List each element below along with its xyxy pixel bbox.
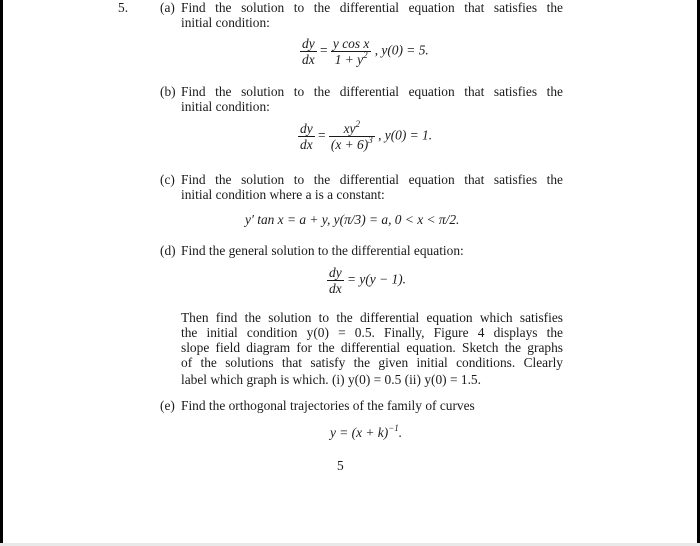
left-edge (0, 0, 3, 546)
part-b-equation: $\frac{dy}{dx}$ = $\frac{xy^2}{(x + 6)^3}$ , y(0) = 1. (300, 119, 433, 152)
dy-dx-fraction: $\frac{dy}{dx}$ (300, 121, 313, 152)
part-d-followup-line-2: the initial condition y(0) = 0.5. Finally, Figure 4 displays the (181, 325, 563, 340)
part-d-label: (d) (160, 243, 176, 258)
part-b-label: (b) (160, 84, 176, 99)
part-c-equation: y′ tan x = a + y, y(π/3) = a, 0 < x < π/2. (245, 212, 460, 227)
part-d-equation (327, 265, 406, 296)
initial-condition: y(0) = 5. (381, 42, 429, 58)
page-number: 5 (337, 458, 344, 473)
dy-dx-fraction: $\frac{dy}{dx}$ (302, 36, 315, 67)
rhs-fraction: $\frac{xy^2}{(x + 6)^3}$ (330, 119, 373, 152)
part-e-equation: $y = (x + k)^{-1}$. (330, 423, 403, 440)
rhs-fraction: $\frac{\text{y cos x}}{1 + y^2}$ (332, 36, 370, 67)
part-a-label: (a) (160, 0, 175, 15)
part-d-followup-line-4: of the solutions that satisfy the given initial conditions. Clearly (181, 355, 563, 370)
part-d-followup-line-1: Then find the solution to the differential equation which satisfies (181, 310, 563, 325)
part-d-followup-line-3: slope field diagram for the differential equation. Sketch the graphs (181, 340, 563, 355)
part-c-text-line-2: initial condition where a is a constant: (181, 187, 385, 202)
dy-dx-fraction: $\frac{dy}{dx}$ (329, 265, 342, 296)
part-a-text-line-2: initial condition: (181, 15, 270, 30)
part-e-text-line-1: Find the orthogonal trajectories of the family of curves (181, 398, 475, 413)
part-b-text-line-2: initial condition: (181, 99, 270, 114)
rhs: = y(y − 1). (347, 271, 406, 287)
problem-number: 5. (118, 0, 129, 15)
part-a-equation: $\frac{dy}{dx}$ = $\frac{\text{y cos x}}{1 + y^2}$ , y(0) = 5. (302, 36, 429, 67)
part-b-text-line-1: Find the solution to the differential equation that satisfies the (181, 84, 563, 99)
part-c-label: (c) (160, 172, 175, 187)
initial-condition: y(0) = 1. (384, 127, 433, 143)
part-d-followup-line-5: label which graph is which. (i) y(0) = 0.5 (ii) y(0) = 1.5. (181, 372, 481, 387)
part-e-label: (e) (160, 398, 175, 413)
part-a-text-line-1: Find the solution to the differential equation that satisfies the (181, 0, 563, 15)
part-c-text-line-1: Find the solution to the differential equation that satisfies the (181, 172, 563, 187)
part-d-text-line-1: Find the general solution to the differential equation: (181, 243, 464, 258)
